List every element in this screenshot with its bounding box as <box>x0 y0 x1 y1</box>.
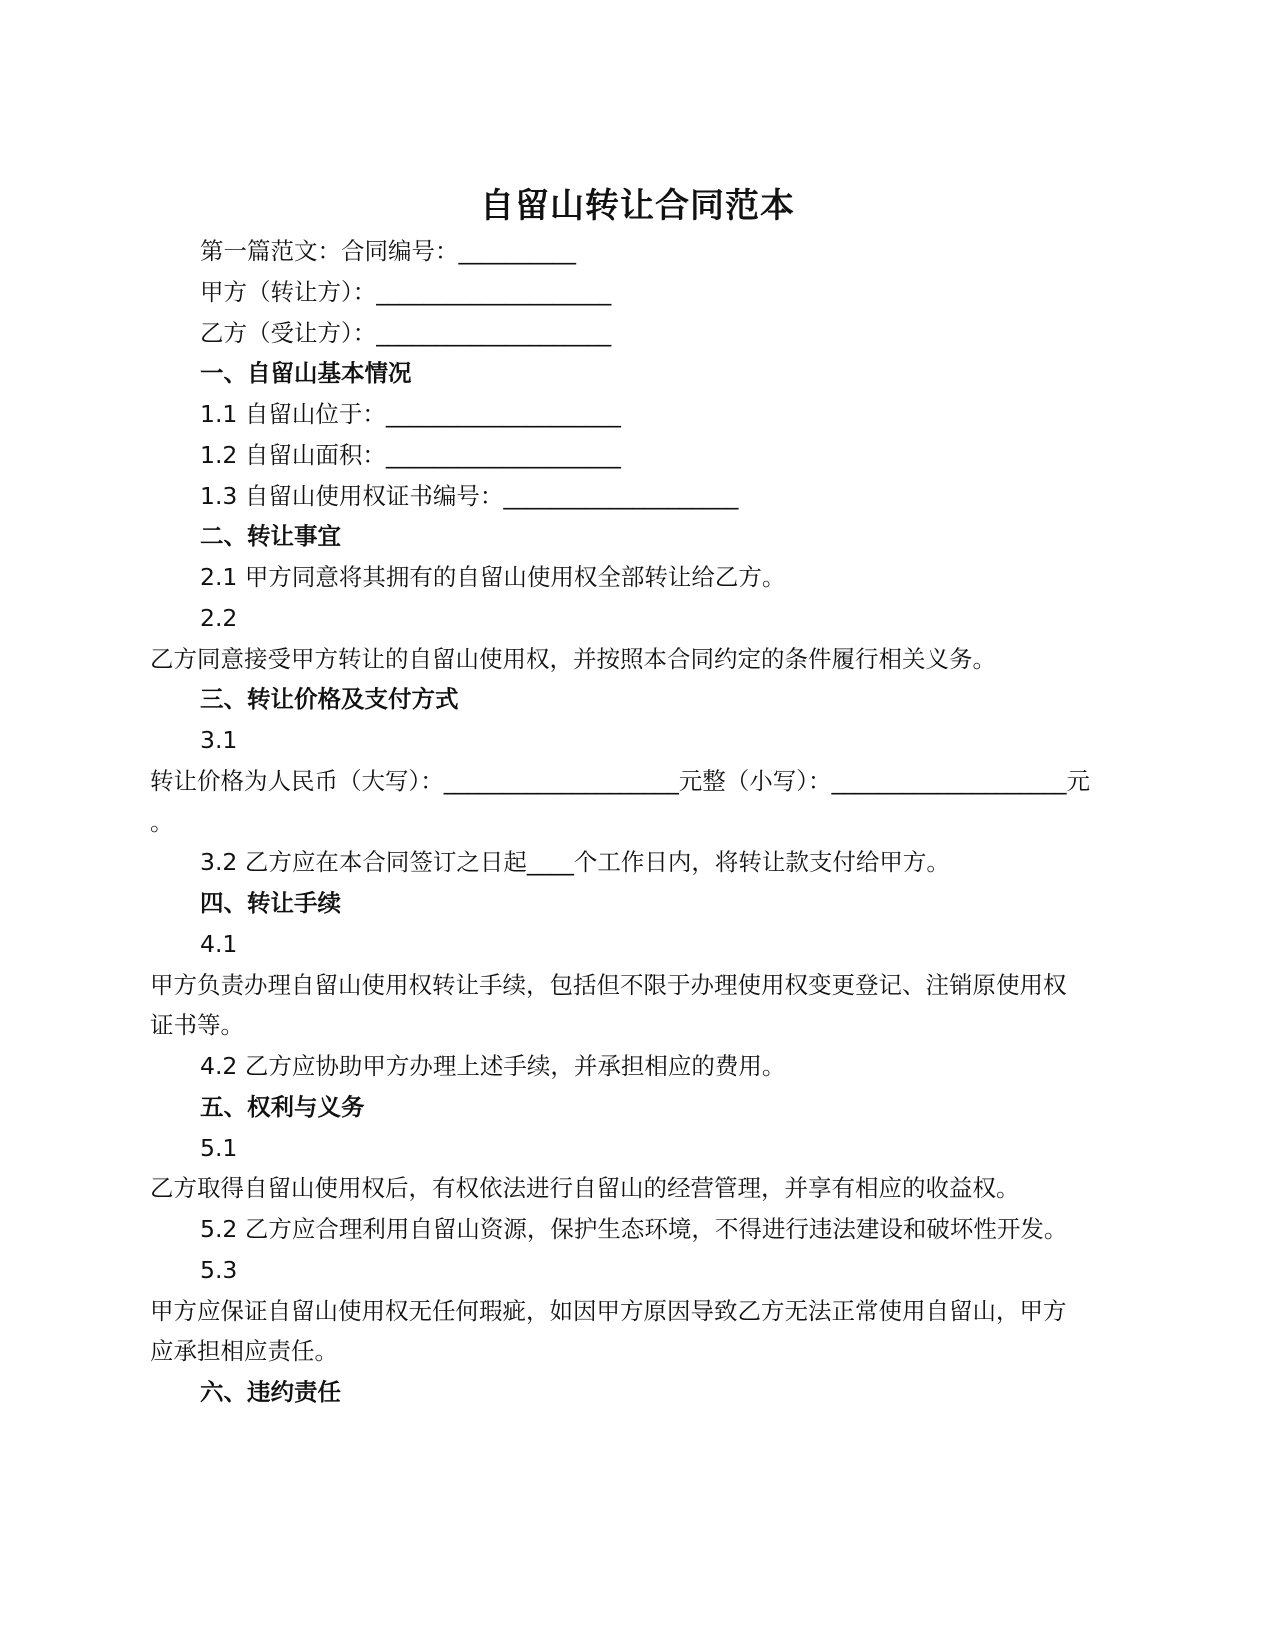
clause-line: 4.2 乙方应协助甲方办理上述手续，并承担相应的费用。 <box>200 1052 786 1080</box>
clause-line: 1.1 自留山位于：____________________ <box>200 400 621 428</box>
clause-number: 2.2 <box>200 604 238 632</box>
clause-number: 5.3 <box>200 1256 238 1284</box>
document-title: 自留山转让合同范本 <box>480 186 795 226</box>
party-a-line: 甲方（转让方）：____________________ <box>200 278 612 306</box>
clause-line: 。 <box>150 808 174 836</box>
clause-line: 3.2 乙方应在本合同签订之日起____个工作日内，将转让款支付给甲方。 <box>200 848 950 876</box>
section-heading: 四、转让手续 <box>200 889 341 917</box>
section-heading: 三、转让价格及支付方式 <box>200 685 459 713</box>
section-heading: 五、权利与义务 <box>200 1093 365 1121</box>
section-heading: 六、违约责任 <box>200 1378 341 1406</box>
clause-line: 应承担相应责任。 <box>150 1337 338 1365</box>
clause-number: 5.1 <box>200 1134 238 1162</box>
clause-line: 乙方取得自留山使用权后，有权依法进行自留山的经营管理，并享有相应的收益权。 <box>150 1174 1020 1202</box>
clause-line: 转让价格为人民币（大写）：____________________元整（小写）：____________________元 <box>150 767 1090 795</box>
clause-line: 甲方应保证自留山使用权无任何瑕疵，如因甲方原因导致乙方无法正常使用自留山，甲方 <box>150 1297 1067 1325</box>
clause-line: 乙方同意接受甲方转让的自留山使用权，并按照本合同约定的条件履行相关义务。 <box>150 645 996 673</box>
clause-number: 3.1 <box>200 726 238 754</box>
section-heading: 一、自留山基本情况 <box>200 359 412 387</box>
clause-line: 1.3 自留山使用权证书编号：____________________ <box>200 482 739 510</box>
section-heading: 二、转让事宜 <box>200 522 341 550</box>
clause-number: 4.1 <box>200 930 238 958</box>
clause-line: 甲方负责办理自留山使用权转让手续，包括但不限于办理使用权变更登记、注销原使用权 <box>150 971 1067 999</box>
clause-line: 1.2 自留山面积：____________________ <box>200 441 621 469</box>
contract-number-line: 第一篇范文：合同编号：__________ <box>200 237 576 265</box>
clause-line: 2.1 甲方同意将其拥有的自留山使用权全部转让给乙方。 <box>200 563 786 591</box>
clause-line: 5.2 乙方应合理利用自留山资源，保护生态环境，不得进行违法建设和破坏性开发。 <box>200 1215 1068 1243</box>
clause-line: 证书等。 <box>150 1011 244 1039</box>
party-b-line: 乙方（受让方）：____________________ <box>200 319 612 347</box>
